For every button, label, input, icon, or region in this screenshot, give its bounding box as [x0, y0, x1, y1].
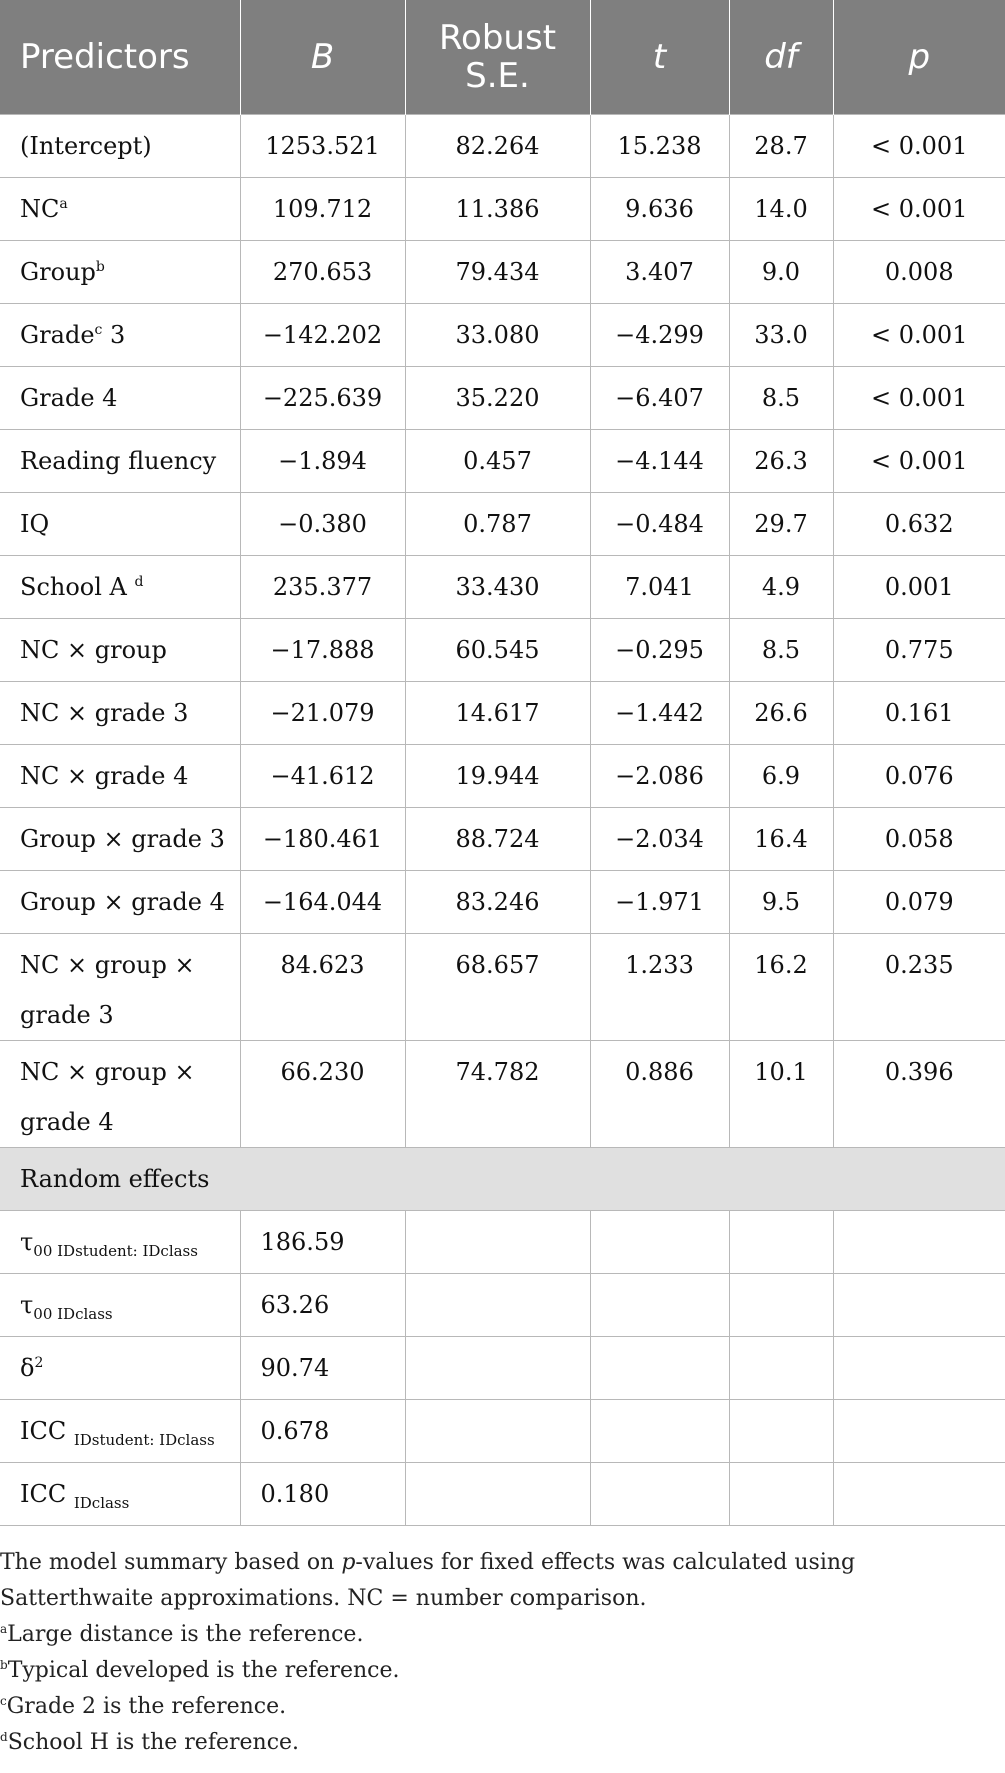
- df-value: 9.5: [729, 871, 833, 934]
- header-p: p: [833, 0, 1005, 115]
- random-effect-label: [0, 1337, 240, 1400]
- empty-cell: [405, 1211, 590, 1274]
- random-effects-section: [0, 1148, 1005, 1211]
- coef-b: 1253.521: [240, 115, 405, 178]
- predictor-suffix: 3: [102, 321, 126, 349]
- empty-cell: [729, 1400, 833, 1463]
- predictor-label: [0, 556, 240, 619]
- predictor-text: School A: [20, 573, 135, 601]
- coef-b: −1.894: [240, 430, 405, 493]
- random-effects-title: Random effects: [0, 1148, 1005, 1211]
- t-value: 7.041: [590, 556, 729, 619]
- predictor-label: [0, 430, 240, 493]
- header-df: df: [729, 0, 833, 115]
- random-effects-header-row: [0, 1148, 1005, 1211]
- table-row: [0, 619, 1005, 682]
- coef-b: −180.461: [240, 808, 405, 871]
- empty-cell: [729, 1463, 833, 1526]
- p-value: 0.235: [833, 934, 1005, 1041]
- p-value: 0.001: [833, 556, 1005, 619]
- robust-se: 60.545: [405, 619, 590, 682]
- header-robust-se: [405, 0, 590, 115]
- p-value: < 0.001: [833, 115, 1005, 178]
- note-summary: [0, 1545, 1000, 1617]
- empty-cell: [833, 1400, 1005, 1463]
- robust-se: 33.430: [405, 556, 590, 619]
- robust-se: 0.787: [405, 493, 590, 556]
- p-value: 0.775: [833, 619, 1005, 682]
- footnote-mark: c: [0, 1694, 7, 1708]
- empty-cell: [590, 1400, 729, 1463]
- note-items: [0, 1617, 1000, 1761]
- note-summary-pre: The model summary based on: [0, 1550, 342, 1575]
- t-value: −1.971: [590, 871, 729, 934]
- random-effect-subscript: IDstudent: IDclass: [73, 1431, 215, 1449]
- df-value: 8.5: [729, 367, 833, 430]
- table-row: [0, 241, 1005, 304]
- predictor-text: Group: [20, 258, 96, 286]
- predictor-text-line2: grade 3: [20, 1001, 114, 1029]
- table-row: [0, 115, 1005, 178]
- random-effect-subscript: 00 IDclass: [33, 1305, 113, 1323]
- footnote: [0, 1725, 1000, 1761]
- random-effect-row: [0, 1274, 1005, 1337]
- footnote-text: Large distance is the reference.: [7, 1622, 364, 1647]
- df-value: 29.7: [729, 493, 833, 556]
- empty-cell: [833, 1211, 1005, 1274]
- random-effect-label: [0, 1274, 240, 1337]
- predictor-text: NC × group: [20, 636, 167, 664]
- header-robust-se-line1: Robust: [438, 18, 557, 58]
- predictor-text-line2: grade 4: [20, 1108, 114, 1136]
- df-value: 6.9: [729, 745, 833, 808]
- p-value: 0.079: [833, 871, 1005, 934]
- footnote-text: School H is the reference.: [7, 1730, 300, 1755]
- t-value: 1.233: [590, 934, 729, 1041]
- header-b: B: [240, 0, 405, 115]
- empty-cell: [590, 1274, 729, 1337]
- table-row: [0, 178, 1005, 241]
- p-value: 0.161: [833, 682, 1005, 745]
- header-robust-se-line2: S.E.: [465, 56, 530, 96]
- coef-b: 84.623: [240, 934, 405, 1041]
- random-effect-label: [0, 1400, 240, 1463]
- empty-cell: [833, 1463, 1005, 1526]
- predictor-label: [0, 619, 240, 682]
- fixed-effects-body: [0, 115, 1005, 1148]
- df-value: 26.6: [729, 682, 833, 745]
- robust-se: 11.386: [405, 178, 590, 241]
- df-value: 16.2: [729, 934, 833, 1041]
- footnote-mark: a: [0, 1622, 8, 1636]
- robust-se: 74.782: [405, 1041, 590, 1148]
- empty-cell: [405, 1274, 590, 1337]
- footnote-text: Typical developed is the reference.: [7, 1658, 400, 1683]
- robust-se: 88.724: [405, 808, 590, 871]
- predictor-text: Grade: [20, 321, 95, 349]
- t-value: −0.295: [590, 619, 729, 682]
- robust-se: 68.657: [405, 934, 590, 1041]
- p-value: 0.058: [833, 808, 1005, 871]
- random-effect-symbol: τ: [20, 1291, 34, 1319]
- random-effect-symbol: ICC: [20, 1480, 74, 1508]
- predictor-label: [0, 178, 240, 241]
- coef-b: −164.044: [240, 871, 405, 934]
- random-effect-symbol: τ: [20, 1228, 34, 1256]
- p-value: 0.396: [833, 1041, 1005, 1148]
- empty-cell: [590, 1211, 729, 1274]
- coef-b: 270.653: [240, 241, 405, 304]
- predictor-text: NC × grade 3: [20, 699, 189, 727]
- df-value: 33.0: [729, 304, 833, 367]
- t-value: −2.086: [590, 745, 729, 808]
- empty-cell: [729, 1274, 833, 1337]
- predictor-footnote-mark: a: [59, 196, 68, 212]
- predictor-label: [0, 871, 240, 934]
- t-value: −4.299: [590, 304, 729, 367]
- random-effect-row: [0, 1211, 1005, 1274]
- empty-cell: [405, 1337, 590, 1400]
- table-row: [0, 304, 1005, 367]
- robust-se: 19.944: [405, 745, 590, 808]
- table-header: [0, 0, 1005, 115]
- t-value: 3.407: [590, 241, 729, 304]
- p-value: 0.632: [833, 493, 1005, 556]
- random-effect-superscript: 2: [34, 1355, 44, 1371]
- predictor-footnote-mark: c: [94, 322, 103, 338]
- t-value: −1.442: [590, 682, 729, 745]
- predictor-label: [0, 808, 240, 871]
- coef-b: 109.712: [240, 178, 405, 241]
- predictor-label: [0, 493, 240, 556]
- predictor-text: Group × grade 3: [20, 825, 225, 853]
- predictor-label: [0, 745, 240, 808]
- random-effect-symbol: δ: [20, 1354, 35, 1382]
- robust-se: 79.434: [405, 241, 590, 304]
- predictor-text: NC: [20, 195, 60, 223]
- table-row: [0, 430, 1005, 493]
- random-effect-value: 186.59: [240, 1211, 405, 1274]
- random-effects-body: [0, 1211, 1005, 1526]
- t-value: −2.034: [590, 808, 729, 871]
- df-value: 14.0: [729, 178, 833, 241]
- footnote: [0, 1653, 1000, 1689]
- df-value: 26.3: [729, 430, 833, 493]
- coef-b: 66.230: [240, 1041, 405, 1148]
- p-value: < 0.001: [833, 367, 1005, 430]
- df-value: 8.5: [729, 619, 833, 682]
- p-value: 0.008: [833, 241, 1005, 304]
- empty-cell: [590, 1463, 729, 1526]
- empty-cell: [729, 1211, 833, 1274]
- robust-se: 14.617: [405, 682, 590, 745]
- coef-b: −41.612: [240, 745, 405, 808]
- p-value: < 0.001: [833, 304, 1005, 367]
- random-effect-subscript: 00 IDstudent: IDclass: [33, 1242, 198, 1260]
- table-row: [0, 871, 1005, 934]
- p-value: < 0.001: [833, 430, 1005, 493]
- note-summary-p: p: [341, 1550, 356, 1575]
- t-value: 9.636: [590, 178, 729, 241]
- predictor-label: [0, 115, 240, 178]
- random-effect-label: [0, 1211, 240, 1274]
- random-effect-row: [0, 1337, 1005, 1400]
- coef-b: 235.377: [240, 556, 405, 619]
- p-value: 0.076: [833, 745, 1005, 808]
- df-value: 4.9: [729, 556, 833, 619]
- robust-se: 82.264: [405, 115, 590, 178]
- predictor-footnote-mark: d: [134, 574, 144, 590]
- coef-b: −17.888: [240, 619, 405, 682]
- predictor-label: [0, 934, 240, 1041]
- predictor-label: [0, 682, 240, 745]
- footnote: [0, 1689, 1000, 1725]
- table-row: [0, 556, 1005, 619]
- robust-se: 33.080: [405, 304, 590, 367]
- t-value: −4.144: [590, 430, 729, 493]
- predictor-text: Reading fluency: [20, 447, 217, 475]
- df-value: 9.0: [729, 241, 833, 304]
- random-effect-value: 0.180: [240, 1463, 405, 1526]
- table-notes: [0, 1545, 1000, 1761]
- t-value: −6.407: [590, 367, 729, 430]
- table-row: [0, 1041, 1005, 1148]
- header-predictors: Predictors: [0, 0, 240, 115]
- table-row: [0, 808, 1005, 871]
- predictor-label: [0, 367, 240, 430]
- footnote-mark: d: [0, 1730, 8, 1744]
- predictor-label: [0, 1041, 240, 1148]
- coef-b: −21.079: [240, 682, 405, 745]
- predictor-text-line1: NC × group ×: [20, 951, 195, 979]
- coef-b: −0.380: [240, 493, 405, 556]
- random-effect-value: 90.74: [240, 1337, 405, 1400]
- coef-b: −225.639: [240, 367, 405, 430]
- random-effect-value: 0.678: [240, 1400, 405, 1463]
- predictor-footnote-mark: b: [95, 259, 105, 275]
- robust-se: 83.246: [405, 871, 590, 934]
- random-effect-row: [0, 1463, 1005, 1526]
- df-value: 16.4: [729, 808, 833, 871]
- random-effect-row: [0, 1400, 1005, 1463]
- coef-b: −142.202: [240, 304, 405, 367]
- p-value: < 0.001: [833, 178, 1005, 241]
- empty-cell: [590, 1337, 729, 1400]
- df-value: 28.7: [729, 115, 833, 178]
- predictor-text: Group × grade 4: [20, 888, 225, 916]
- predictor-text: NC × grade 4: [20, 762, 189, 790]
- table-row: [0, 745, 1005, 808]
- t-value: 15.238: [590, 115, 729, 178]
- random-effect-value: 63.26: [240, 1274, 405, 1337]
- random-effect-label: [0, 1463, 240, 1526]
- predictor-text-line1: NC × group ×: [20, 1058, 195, 1086]
- predictor-text: IQ: [20, 510, 50, 538]
- predictor-label: [0, 304, 240, 367]
- predictor-text: (Intercept): [20, 132, 152, 160]
- random-effect-subscript: IDclass: [73, 1494, 130, 1512]
- table-row: [0, 934, 1005, 1041]
- table-row: [0, 682, 1005, 745]
- footnote-text: Grade 2 is the reference.: [6, 1694, 287, 1719]
- predictor-text: Grade 4: [20, 384, 118, 412]
- robust-se: 35.220: [405, 367, 590, 430]
- t-value: 0.886: [590, 1041, 729, 1148]
- robust-se: 0.457: [405, 430, 590, 493]
- empty-cell: [405, 1400, 590, 1463]
- df-value: 10.1: [729, 1041, 833, 1148]
- header-t: t: [590, 0, 729, 115]
- t-value: −0.484: [590, 493, 729, 556]
- empty-cell: [729, 1337, 833, 1400]
- empty-cell: [833, 1274, 1005, 1337]
- table-row: [0, 493, 1005, 556]
- empty-cell: [833, 1337, 1005, 1400]
- footnote-mark: b: [0, 1658, 8, 1672]
- empty-cell: [405, 1463, 590, 1526]
- note-summary-post: -values for fixed effects was calculated using Satterthwaite approximations. NC = number comparison.: [0, 1550, 856, 1611]
- footnote: [0, 1617, 1000, 1653]
- table-row: [0, 367, 1005, 430]
- random-effect-symbol: ICC: [20, 1417, 74, 1445]
- predictor-label: [0, 241, 240, 304]
